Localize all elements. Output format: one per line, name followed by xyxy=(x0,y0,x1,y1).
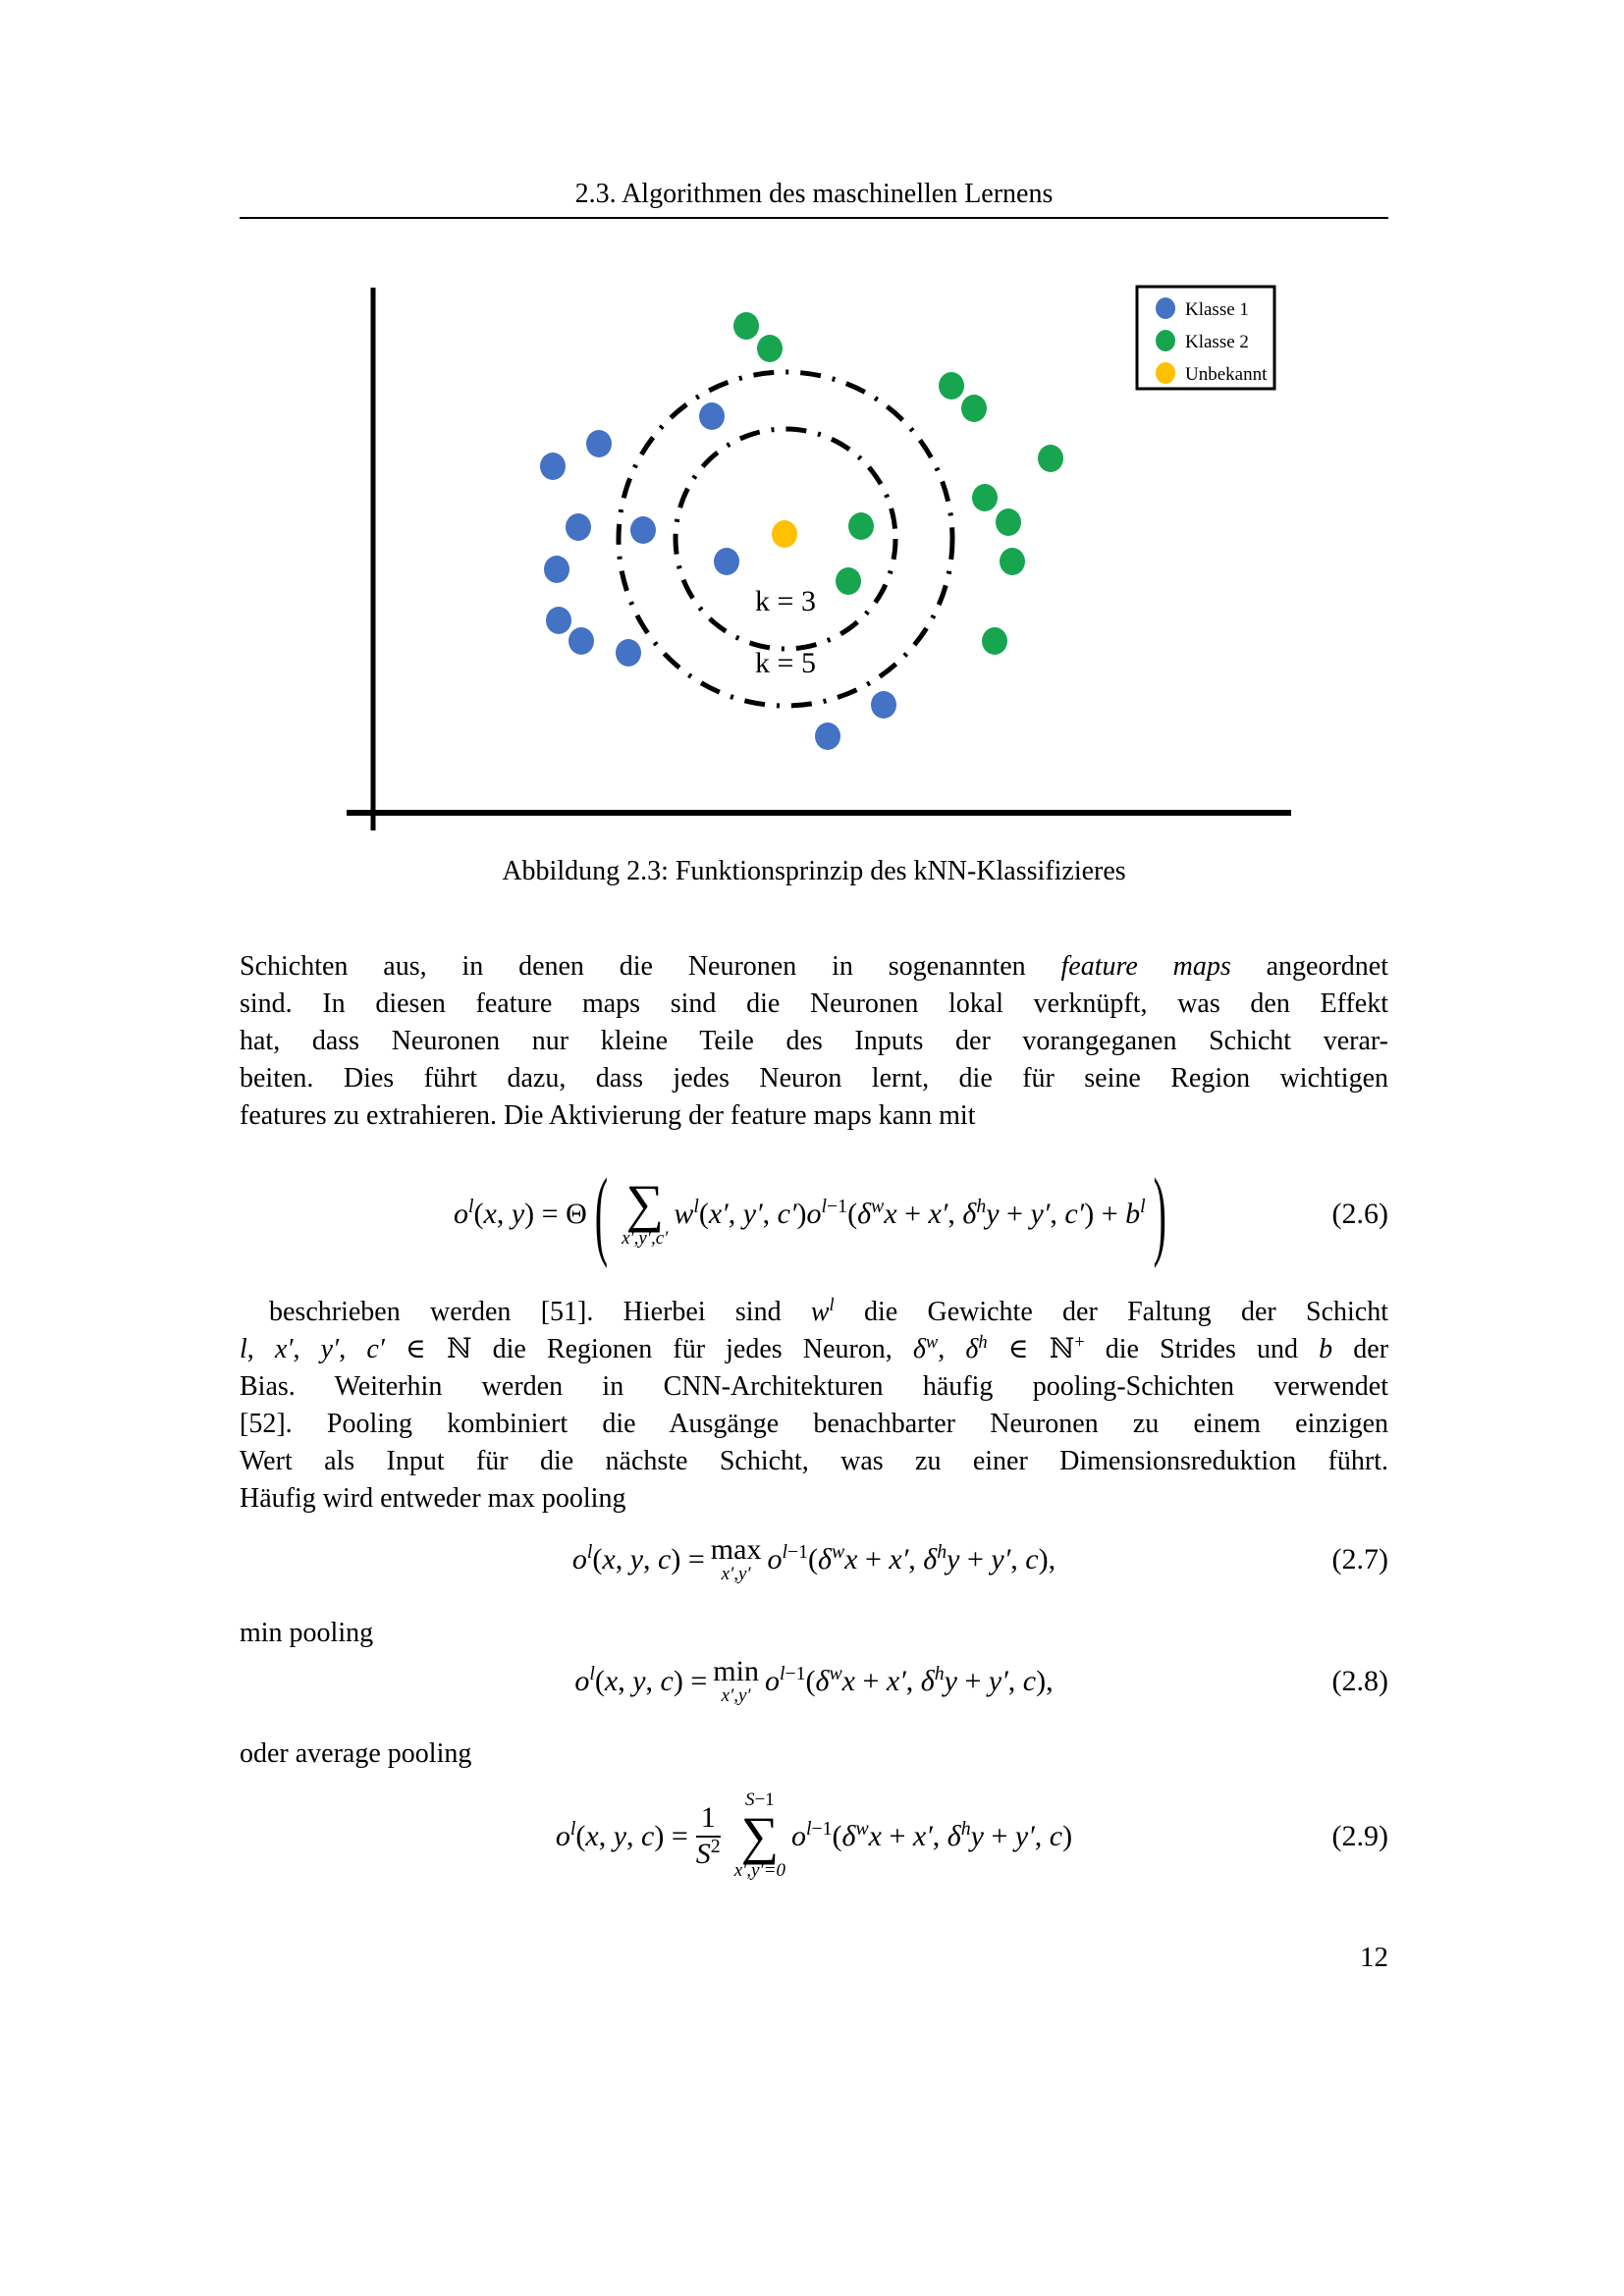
data-point xyxy=(982,627,1007,655)
legend-dot-klasse2 xyxy=(1156,330,1175,351)
data-point xyxy=(714,548,739,575)
eq27-max-operator xyxy=(710,1532,762,1585)
equation-2-9 xyxy=(240,1775,1388,1897)
text-line: hat, dass Neuronen nur kleine Teile des Inputs der vorangeganen Schicht verar- xyxy=(240,1026,1388,1056)
eq26-left-paren: ( xyxy=(594,1156,609,1270)
eq29-sum-lower: x′,y′=0 xyxy=(733,1860,785,1882)
figure-caption: Abbildung 2.3: Funktionsprinzip des kNN-Klassifizieres xyxy=(502,856,1126,886)
eq28-lhs: $o^l(x$, y, c) = xyxy=(574,1663,708,1697)
data-point xyxy=(616,639,641,667)
k3-label: k = 3 xyxy=(755,585,816,617)
text-line: l, x′, y′, c′ ∈ ℕ die Regionen für jedes Neuron, $\delta^w$, $\delta^h$ ∈ ℕ+ die Strides und b der xyxy=(240,1331,1389,1364)
data-point xyxy=(546,607,571,634)
legend-dot-unbekannt xyxy=(1156,362,1175,384)
equation-2-8 xyxy=(240,1641,1388,1722)
data-point xyxy=(566,513,591,541)
eq29-body: $o^{l-1}(\delta^wx + x'$, $\delta^hy + y'$, c) xyxy=(790,1817,1073,1852)
text-line: Bias. Weiterhin werden in CNN-Architekturen häufig pooling-Schichten verwendet xyxy=(240,1371,1388,1402)
data-point xyxy=(1038,445,1063,472)
eq28-tag: (2.8) xyxy=(1331,1665,1388,1697)
average-pooling-label: oder average pooling xyxy=(240,1738,472,1769)
paragraph-1 xyxy=(240,948,1388,1135)
fraction-numerator: 1 xyxy=(700,1801,716,1834)
data-point xyxy=(568,627,594,655)
eq26-sum-limits: x′,y′,c′ xyxy=(622,1228,669,1250)
legend-label-klasse1: Klasse 1 xyxy=(1185,299,1249,320)
legend-label-unbekannt: Unbekannt xyxy=(1185,364,1268,385)
legend-dot-klasse1 xyxy=(1156,297,1175,319)
min-pooling-label: min pooling xyxy=(240,1618,374,1648)
data-point xyxy=(815,722,840,750)
section-header: 2.3. Algorithmen des maschinellen Lernens xyxy=(574,179,1054,209)
fraction-denominator: $S^2$ xyxy=(695,1835,721,1870)
k5-label: k = 5 xyxy=(755,647,816,679)
text-line: Schichten aus, in denen die Neuronen in sogenannten feature maps angeordnet xyxy=(240,951,1389,982)
data-point xyxy=(733,312,759,340)
eq26-sum xyxy=(622,1173,669,1250)
data-point xyxy=(772,520,797,548)
eq29-tag: (2.9) xyxy=(1331,1819,1388,1852)
eq26-tag: (2.6) xyxy=(1331,1198,1388,1230)
eq28-min-operator xyxy=(713,1654,759,1707)
data-point xyxy=(972,484,998,511)
data-point xyxy=(836,567,861,595)
data-point xyxy=(630,516,656,544)
sigma-symbol: ∑ xyxy=(625,1173,664,1233)
data-point xyxy=(939,372,964,400)
text-line: Häufig wird entweder max pooling xyxy=(240,1483,626,1514)
data-point xyxy=(848,512,874,540)
eq28-op-limits: x′,y′ xyxy=(721,1684,751,1706)
text-line: beschrieben werden [51]. Hierbei sind $w^l$ die Gewichte der Faltung der Schicht xyxy=(269,1294,1388,1327)
min-label: min xyxy=(713,1654,759,1687)
max-label: max xyxy=(710,1532,762,1566)
eq29-sum xyxy=(734,1790,785,1882)
eq26-right-paren: ) xyxy=(1153,1156,1166,1270)
text-line: sind. In diesen feature maps sind die Neuronen lokal verknüpft, was den Effekt xyxy=(240,988,1388,1019)
text-line: Wert als Input für die nächste Schicht, was zu einer Dimensionsreduktion führt. xyxy=(240,1446,1388,1476)
page-number: 12 xyxy=(1360,1942,1388,1973)
data-point xyxy=(544,556,569,583)
eq27-tag: (2.7) xyxy=(1331,1543,1388,1575)
equation-2-6 xyxy=(240,1156,1388,1272)
eq29-fraction xyxy=(696,1801,721,1871)
eq27-op-limits: x′,y′ xyxy=(721,1563,751,1584)
data-point xyxy=(540,453,566,480)
figure-legend xyxy=(1137,287,1274,389)
eq26-lhs: $o^l(x$, y) = Θ xyxy=(454,1196,587,1230)
eq27-lhs: $o^l(x$, y, c) = xyxy=(571,1541,705,1575)
data-point xyxy=(699,402,725,430)
text-line: beiten. Dies führt dazu, dass jedes Neuron lernt, die für seine Region wichtigen xyxy=(240,1063,1388,1094)
data-point xyxy=(871,691,896,719)
data-point xyxy=(961,395,987,422)
text-line: [52]. Pooling kombiniert die Ausgänge benachbarter Neuronen zu einem einzigen xyxy=(240,1409,1388,1439)
data-point xyxy=(996,508,1021,536)
eq26-body: $w^l(x'$, y′, $c')o^{l-1}(\delta^wx + x'$, $\delta^hy + y'$, $c') + b^l$ xyxy=(674,1196,1146,1230)
legend-label-klasse2: Klasse 2 xyxy=(1185,332,1249,352)
data-point xyxy=(1000,548,1025,575)
data-point xyxy=(757,335,783,362)
knn-figure xyxy=(0,0,1624,883)
paragraph-2 xyxy=(240,1294,1388,1518)
text-line: features zu extrahieren. Die Aktivierung der feature maps kann mit xyxy=(240,1100,976,1131)
eq29-lhs: $o^l(x$, y, c) = xyxy=(555,1817,688,1852)
equation-2-7 xyxy=(240,1520,1388,1600)
eq27-body: $o^{l-1}(\delta^wx + x'$, $\delta^hy + y'$, c), xyxy=(767,1541,1056,1575)
sigma-symbol: ∑ xyxy=(740,1805,780,1865)
eq28-body: $o^{l-1}(\delta^wx + x'$, $\delta^hy + y'$, c), xyxy=(764,1663,1054,1697)
eq29-sum-upper: S−1 xyxy=(744,1789,775,1810)
data-point xyxy=(586,430,612,457)
